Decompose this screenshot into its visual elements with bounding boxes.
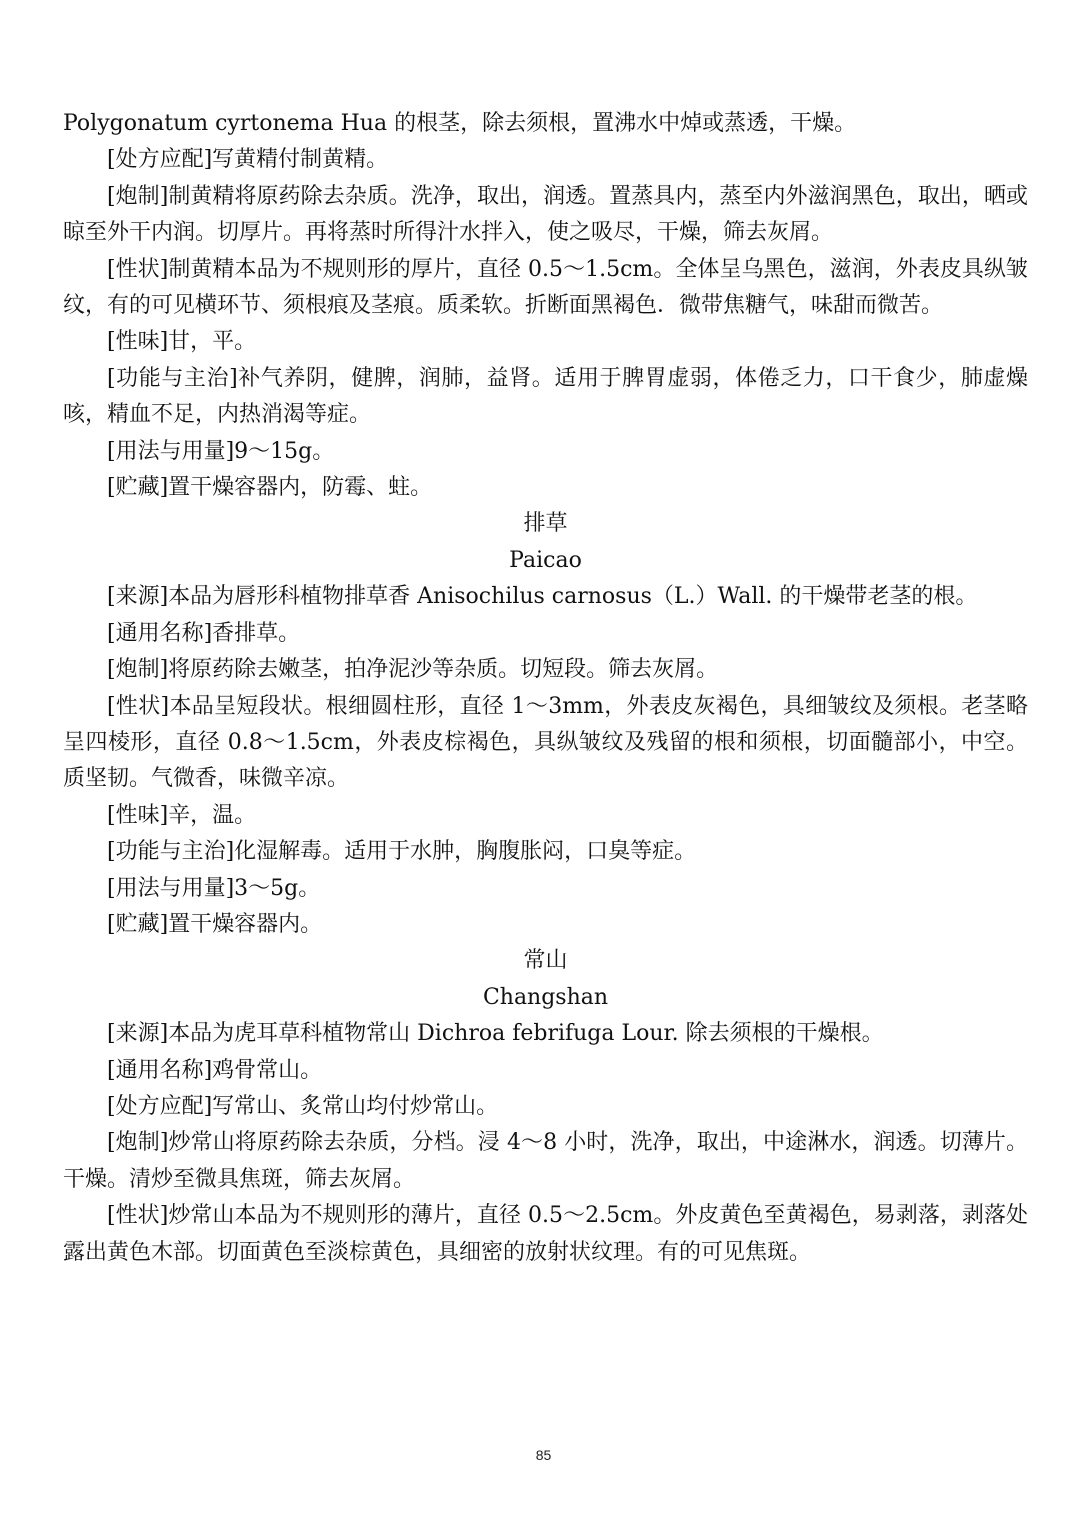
entry-title-chinese: 常山 <box>523 948 568 974</box>
paragraph-processing: [炮制]炒常山将原药除去杂质，分档。浸 4～8 小时，洗净，取出，中途淋水，润透。切薄片。干燥。清炒至微具焦斑，筛去灰屑。 <box>63 1130 1028 1192</box>
paragraph-source: [来源]本品为虎耳草科植物常山 Dichroa febrifuga Lour. 除去须根的干燥根。 <box>107 1021 884 1047</box>
paragraph-characteristics: [性状]本品呈短段状。根细圆柱形，直径 1～3mm，外表皮灰褐色，具细皱纹及须根。老茎略呈四棱形，直径 0.8～1.5cm，外表皮棕褐色，具纵皱纹及残留的根和须根，切面髓部小，中空。质坚韧。气微香，味微辛凉。 <box>63 693 1028 792</box>
paragraph-storage: [贮藏]置干燥容器内，防霉、蛀。 <box>107 475 433 501</box>
paragraph-function: [功能与主治]补气养阴，健脾，润肺，益肾。适用于脾胃虚弱，体倦乏力，口干食少，肺虚燥咳，精血不足，内热消渴等症。 <box>63 365 1028 428</box>
paragraph-prescription: [处方应配]写黄精付制黄精。 <box>107 147 389 173</box>
paragraph-taste: [性味]辛，温。 <box>107 802 257 828</box>
paragraph-processing: [炮制]制黄精将原药除去杂质。洗净，取出，润透。置蒸具内，蒸至内外滋润黑色，取出，晒或晾至外干内润。切厚片。再将蒸时所得汁水拌入，使之吸尽，干燥，筛去灰屑。 <box>63 183 1028 246</box>
paragraph-source: [来源]本品为唇形科植物排草香 Anisochilus carnosus（L.）Wall. 的干燥带老茎的根。 <box>107 584 978 610</box>
page-body <box>63 106 1028 1271</box>
paragraph-characteristics: [性状]炒常山本品为不规则形的薄片，直径 0.5～2.5cm。外皮黄色至黄褐色，易剥落，剥落处露出黄色木部。切面黄色至淡棕黄色，具细密的放射状纹理。有的可见焦斑。 <box>63 1203 1028 1265</box>
paragraph-common-name: [通用名称]鸡骨常山。 <box>107 1057 323 1083</box>
paragraph-storage: [贮藏]置干燥容器内。 <box>107 911 323 937</box>
paragraph-taste: [性味]甘，平。 <box>107 329 257 355</box>
paragraph-dosage: [用法与用量]9～15g。 <box>107 438 335 464</box>
paragraph-processing: [炮制]将原药除去嫩茎，拍净泥沙等杂质。切短段。筛去灰屑。 <box>107 657 719 683</box>
paragraph-characteristics: [性状]制黄精本品为不规则形的厚片，直径 0.5～1.5cm。全体呈乌黑色，滋润，外表皮具纵皱纹，有的可见横环节、须根痕及茎痕。质柔软。折断面黑褐色．微带焦糖气，味甜而微苦。 <box>63 256 1028 319</box>
page-number: 85 <box>535 1447 552 1463</box>
paragraph-continued-source: Polygonatum cyrtonema Hua 的根茎，除去须根，置沸水中焯或蒸透，干燥。 <box>63 111 857 136</box>
entry-title-chinese: 排草 <box>523 511 568 537</box>
entry-title-pinyin: Changshan <box>482 984 609 1010</box>
entry-title-pinyin: Paicao <box>509 547 582 573</box>
paragraph-dosage: [用法与用量]3～5g。 <box>107 875 321 901</box>
paragraph-function: [功能与主治]化湿解毒。适用于水肿，胸腹胀闷，口臭等症。 <box>107 839 697 865</box>
paragraph-common-name: [通用名称]香排草。 <box>107 620 301 646</box>
paragraph-prescription: [处方应配]写常山、炙常山均付炒常山。 <box>107 1093 499 1119</box>
